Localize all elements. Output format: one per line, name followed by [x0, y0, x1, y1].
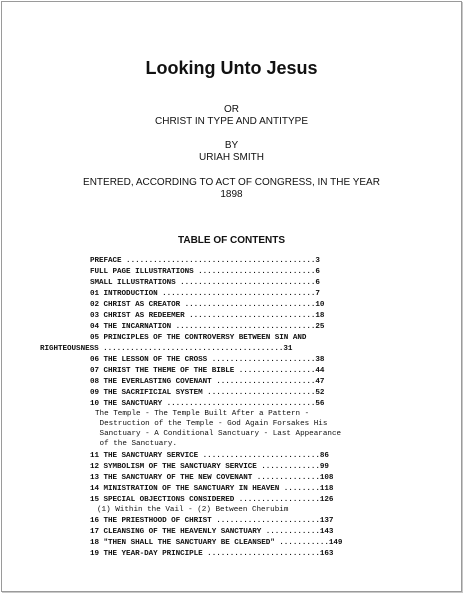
- copyright-line-2: 1898: [220, 189, 243, 200]
- toc-entry-small-illustrations[interactable]: SMALL ILLUSTRATIONS ..............................6: [90, 279, 320, 287]
- subtitle: CHRIST IN TYPE AND ANTITYPE: [155, 116, 308, 127]
- toc-note-sanctuary-3: Sanctuary - A Conditional Sanctuary - Last Appearance: [95, 430, 342, 438]
- toc-entry-05[interactable]: 05 PRINCIPLES OF THE CONTROVERSY BETWEEN SIN AND: [90, 334, 307, 342]
- toc-entry-08[interactable]: 08 THE EVERLASTING COVENANT ......................47: [90, 378, 325, 386]
- toc-entry-03[interactable]: 03 CHRIST AS REDEEMER ............................18: [90, 312, 325, 320]
- document-title: Looking Unto Jesus: [145, 58, 318, 78]
- toc-note-sanctuary-4: of the Sanctuary.: [95, 440, 178, 448]
- toc-heading: TABLE OF CONTENTS: [177, 235, 286, 246]
- toc-entry-06[interactable]: 06 THE LESSON OF THE CROSS .......................38: [90, 356, 325, 364]
- toc-entry-04[interactable]: 04 THE INCARNATION ...............................25: [90, 323, 325, 331]
- toc-entry-11[interactable]: 11 THE SANCTUARY SERVICE ..........................86: [90, 452, 329, 460]
- toc-note-objections: (1) Within the Vail - (2) Between Cherubim: [97, 506, 289, 514]
- toc-entry-preface[interactable]: PREFACE ..........................................3: [90, 257, 320, 265]
- copyright-line-1: ENTERED, ACCORDING TO ACT OF CONGRESS, IN THE YEAR: [83, 177, 380, 188]
- toc-entry-05-continued[interactable]: RIGHTEOUSNESS ........................................31: [40, 345, 293, 353]
- toc-entry-full-page-illustrations[interactable]: FULL PAGE ILLUSTRATIONS ..........................6: [90, 268, 320, 276]
- toc-entry-01[interactable]: 01 INTRODUCTION ..................................7: [90, 290, 320, 298]
- toc-entry-19[interactable]: 19 THE YEAR-DAY PRINCIPLE .........................163: [90, 550, 334, 558]
- toc-entry-13[interactable]: 13 THE SANCTUARY OF THE NEW COVENANT ..............108: [90, 474, 334, 482]
- toc-note-sanctuary-1: The Temple - The Temple Built After a Pattern -: [95, 410, 310, 418]
- toc-entry-02[interactable]: 02 CHRIST AS CREATOR .............................10: [90, 301, 325, 309]
- toc-entry-17[interactable]: 17 CLEANSING OF THE HEAVENLY SANCTUARY ............143: [90, 528, 334, 536]
- toc-entry-18[interactable]: 18 "THEN SHALL THE SANCTUARY BE CLEANSED" ...........149: [90, 539, 343, 547]
- toc-entry-10[interactable]: 10 THE SANCTUARY .................................56: [90, 400, 325, 408]
- toc-entry-12[interactable]: 12 SYMBOLISM OF THE SANCTUARY SERVICE .............99: [90, 463, 329, 471]
- toc-entry-07[interactable]: 07 CHRIST THE THEME OF THE BIBLE .................44: [90, 367, 325, 375]
- toc-entry-16[interactable]: 16 THE PRIESTHOOD OF CHRIST .......................137: [90, 517, 334, 525]
- subtitle-or: OR: [224, 104, 239, 115]
- by-line: BY: [224, 140, 239, 151]
- author: URIAH SMITH: [199, 152, 264, 163]
- toc-note-sanctuary-2: Destruction of the Temple - God Again Forsakes His: [95, 420, 328, 428]
- toc-entry-09[interactable]: 09 THE SACRIFICIAL SYSTEM ........................52: [90, 389, 325, 397]
- toc-entry-14[interactable]: 14 MINISTRATION OF THE SANCTUARY IN HEAVEN ........118: [90, 485, 334, 493]
- toc-entry-15[interactable]: 15 SPECIAL OBJECTIONS CONSIDERED ..................126: [90, 496, 334, 504]
